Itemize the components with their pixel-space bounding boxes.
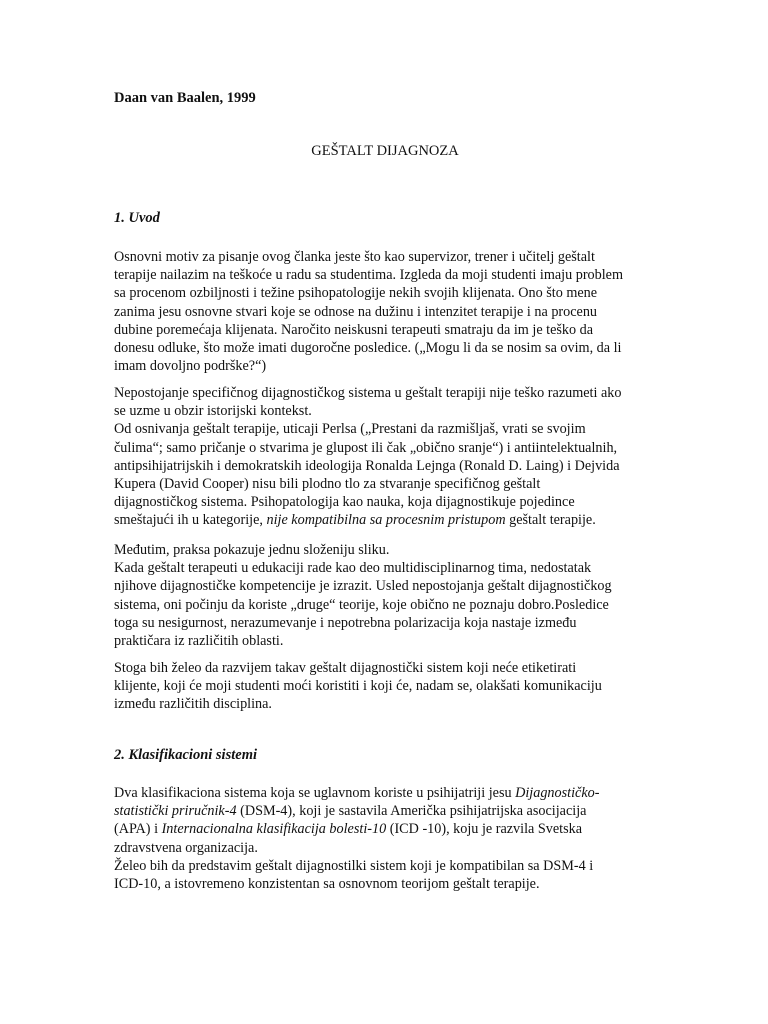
text-line <box>114 820 674 838</box>
text-line: terapije nailazim na teškoće u radu sa studentima. Izgleda da moji studenti imaju problem <box>114 267 624 284</box>
text-run: Dva klasifikaciona sistema koja se uglavnom koriste u psihijatriji jesu <box>114 785 516 801</box>
paragraph-4 <box>114 659 674 714</box>
text-line: Međutim, praksa pokazuje jednu složeniju sliku. <box>114 542 390 558</box>
text-line: sa procenom ozbiljnosti i težine psihopatologije nekih svojih klijenata. Ono što mene <box>114 285 598 302</box>
italic-phrase: statistički priručnik-4 <box>114 803 237 820</box>
text-line: čulima“; samo pričanje o stvarima je glupost ili čak „obično sranje“) i antiintelektualnih, <box>114 439 618 456</box>
section-heading-uvod: 1. Uvod <box>114 210 160 226</box>
text-line: Stoga bih želeo da razvijem takav geštalt dijagnostički sistem koji neće etiketirati <box>114 660 577 676</box>
text-run: (ICD -10), koju je razvila Svetska <box>386 821 582 838</box>
text-line: sistema, oni počinju da koriste „druge“ teorije, koje obično ne poznaju dobro.Posledice <box>114 596 609 613</box>
text-line: donesu odluke, što može imati dugoročne posledice. („Mogu li da se nosim sa ovim, da li <box>114 340 622 357</box>
italic-phrase: Dijagnostičko- <box>515 785 600 801</box>
text-line <box>114 784 674 802</box>
text-line: Kada geštalt terapeuti u edukaciji rade kao deo multidisciplinarnog tima, nedostatak <box>114 560 592 577</box>
italic-phrase: Internacionalna klasifikacija bolesti-10 <box>161 821 387 838</box>
text-line: praktičara iz različitih oblasti. <box>114 633 284 650</box>
paragraph-2 <box>114 384 674 530</box>
text-line <box>114 511 674 529</box>
text-line: se uzme u obzir istorijski kontekst. <box>114 403 312 420</box>
text-line: antipsihijatrijskih i demokratskih ideologija Ronalda Lejnga (Ronald D. Laing) i Dejvida <box>114 457 620 474</box>
paragraph-5 <box>114 784 674 893</box>
text-run: smeštajući ih u kategorije, <box>114 512 267 529</box>
document-title: GEŠTALT DIJAGNOZA <box>311 143 459 159</box>
section-heading-klasifikacioni-sistemi: 2. Klasifikacioni sistemi <box>114 747 257 763</box>
text-line: toga su nesigurnost, nerazumevanje i nepotrebna polarizacija koja nastaje između <box>114 614 577 631</box>
paragraph-3 <box>114 541 674 650</box>
text-line <box>114 802 674 820</box>
text-line: zdravstvena organizacija. <box>114 839 258 856</box>
paragraph-1 <box>114 248 674 375</box>
text-line: klijente, koji će moji studenti moći koristiti i koji će, nadam se, olakšati komunikaciju <box>114 678 602 695</box>
text-line: Želeo bih da predstavim geštalt dijagnostilki sistem koji je kompatibilan sa DSM-4 i <box>114 857 594 874</box>
text-line: Od osnivanja geštalt terapije, uticaji Perlsa („Prestani da razmišljaš, vrati se svojim <box>114 421 586 438</box>
italic-phrase: nije kompatibilna sa procesnim pristupom <box>266 512 506 529</box>
text-run: (APA) i <box>114 821 162 838</box>
text-line: imam dovoljno podrške?“) <box>114 358 267 375</box>
text-line: Osnovni motiv za pisanje ovog članka jeste što kao supervizor, trener i učitelj geštalt <box>114 249 595 265</box>
text-line: ICD-10, a istovremeno konzistentan sa osnovnom teorijom geštalt terapije. <box>114 876 540 893</box>
text-line: Kupera (David Cooper) nisu bili plodno tlo za stvaranje specifičnog geštalt <box>114 476 541 493</box>
text-run: geštalt terapije. <box>505 512 596 529</box>
text-line: Nepostojanje specifičnog dijagnostičkog sistema u geštalt terapiji nije teško razumeti ako <box>114 385 622 401</box>
text-line: njihove dijagnostičke kompetencije je izrazit. Usled nepostojanja geštalt dijagnostičkog <box>114 578 612 595</box>
text-line: zanima jesu osnovne stvari koje se odnose na dužinu i intenzitet terapije i na procenu <box>114 303 598 320</box>
text-run: (DSM-4), koji je sastavila Američka psihijatrijska asocijacija <box>236 803 587 820</box>
text-line: dijagnostičkog sistema. Psihopatologija kao nauka, koja dijagnostikuje pojedince <box>114 494 575 511</box>
author-line: Daan van Baalen, 1999 <box>114 90 256 106</box>
text-line: dubine poremećaja klijenata. Naročito neiskusni terapeuti smatraju da im je teško da <box>114 321 594 338</box>
text-line: između različitih disciplina. <box>114 696 272 713</box>
